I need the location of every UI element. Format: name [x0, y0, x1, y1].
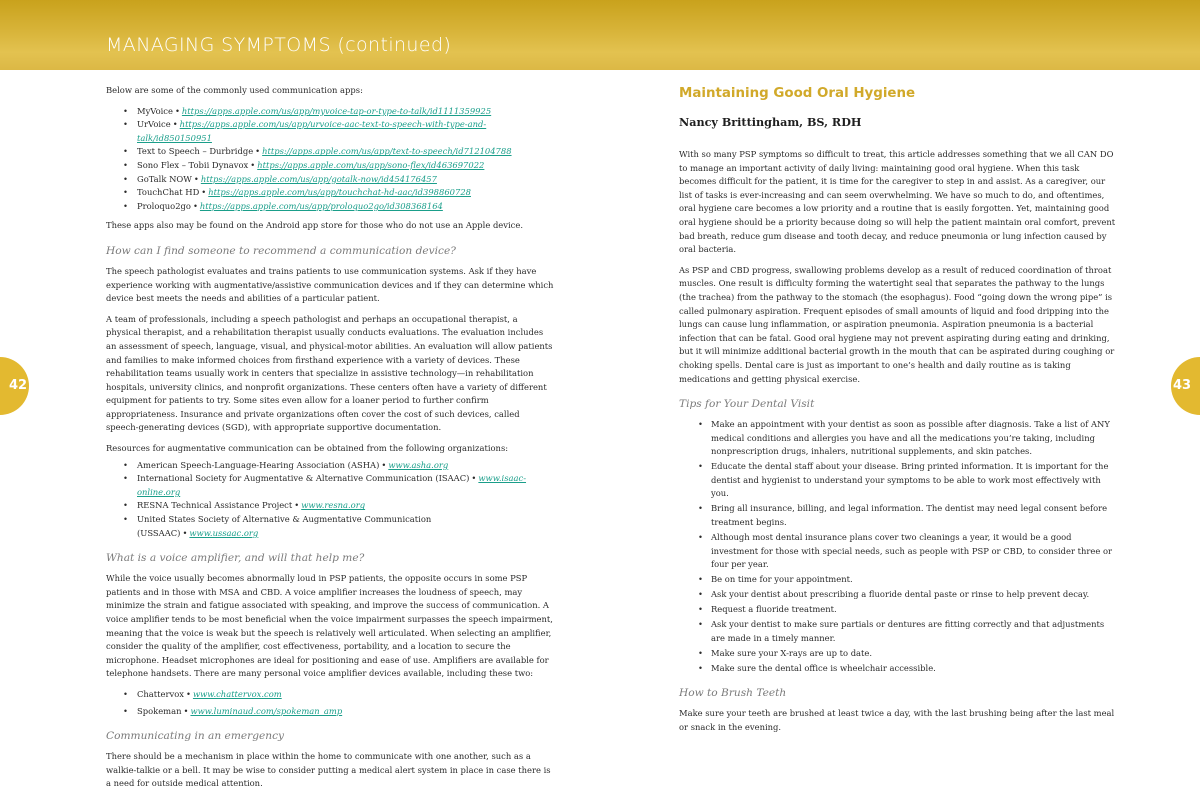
org-link[interactable]: www.isaac-online.org — [137, 473, 527, 497]
list-item: • American Speech-Language-Hearing Association (ASHA) • www.asha.org — [106, 459, 554, 473]
article-author: Nancy Brittingham, BS, RDH — [679, 115, 862, 129]
list-item: • Ask your dentist about prescribing a fluoride dental paste or rinse to help prevent decay. — [679, 588, 1119, 602]
list-item: • Educate the dental staff about your disease. Bring printed information. It is important for the dentist and hygienist to understand your symptoms to be able to work most effectively with you. — [679, 460, 1119, 501]
app-link[interactable]: https://apps.apple.com/us/app/urvoice-aac-text-to-speech-with-type-and-talk/id850150951 — [137, 119, 487, 143]
list-item: • United States Society of Alternative & Augmentative Communication (USSAAC) • www.ussaac.org — [106, 513, 554, 540]
subheading-emergency: Communicating in an emergency — [106, 730, 284, 743]
list-item: • Spokeman • www.luminaud.com/spokeman_amp — [106, 705, 554, 719]
list-item: • Make sure the dental office is wheelchair accessible. — [679, 662, 1119, 676]
page-header — [0, 0, 1200, 70]
list-item: • Text to Speech – Durbridge • https://apps.apple.com/us/app/text-to-speech/id712104788 — [106, 145, 554, 159]
paragraph: As PSP and CBD progress, swallowing problems develop as a result of reduced coordination of throat muscles. One result is difficulty forming the watertight seal that separates the pathway to the lungs (the trachea) from the pathway to the stomach (the esophagus). Food “going down the wrong pipe” is called pulmonary aspiration. Frequent episodes of small amounts of liquid and food dripping into the lungs can cause lung inflammation, or aspiration pneumonia. Aspiration pneumonia is a bacterial infection that can be fatal. Good oral hygiene may not prevent aspirating during eating and drinking, but it will minimize additional bacterial growth in the mouth that can be aspirated during coughing or choking spells. Dental care is just as important to one’s health and daily routine as is taking medications and getting physical exercise. — [679, 264, 1115, 384]
app-link[interactable]: https://apps.apple.com/us/app/proloquo2go/id308368164 — [199, 200, 443, 211]
subheading-brush: How to Brush Teeth — [679, 687, 787, 700]
list-item: • Proloquo2go • https://apps.apple.com/us/app/proloquo2go/id308368164 — [106, 200, 554, 214]
orgs-list — [106, 459, 554, 541]
list-item: • Request a fluoride treatment. — [679, 603, 1119, 617]
resources-intro: Resources for augmentative communication can be obtained from the following organizations: — [106, 443, 509, 454]
page-number-left: 42 — [0, 357, 29, 415]
paragraph: While the voice usually becomes abnormally loud in PSP patients, the opposite occurs in some PSP patients and in those with MSA and CBD. A voice amplifier increases the loudness of speech, may minimize the strain and fatigue associated with speaking, and improve the success of communication. A voice amplifier tends to be most beneficial when the voice impairment surpasses the speech impairment, meaning that the voice is weak but the speech is relatively well articulated. When selecting an amplifier, consider the quality of the amplifier, cost effectiveness, portability, and a location to secure the microphone. Headset microphones are ideal for positioning and ease of use. Amplifiers are available for telephone handsets. There are many personal voice amplifier devices available, including these two: — [106, 573, 553, 679]
tips-list — [679, 418, 1119, 675]
amplifier-link[interactable]: www.chattervox.com — [192, 688, 282, 699]
org-link[interactable]: www.resna.org — [301, 500, 366, 511]
app-link[interactable]: https://apps.apple.com/us/app/gotalk-now/id454176457 — [200, 173, 437, 184]
paragraph: Make sure your teeth are brushed at least twice a day, with the last brushing being after the last meal or snack in the evening. — [679, 708, 1115, 732]
apps-list — [106, 105, 554, 214]
subheading-recommend: How can I find someone to recommend a communication device? — [106, 244, 456, 257]
list-item: • RESNA Technical Assistance Project • www.resna.org — [106, 499, 554, 513]
paragraph: There should be a mechanism in place within the home to communicate with one another, such as a walkie-talkie or a bell. It may be wise to consider putting a medical alert system in place in case there is a need for outside medical attention. — [106, 751, 551, 789]
paragraph: The speech pathologist evaluates and trains patients to use communication systems. Ask if they have experience working with augmentative/assistive communication devices and if they can determine which device best meets the needs and abilities of a particular patient. — [106, 265, 554, 304]
subheading-amplifier: What is a voice amplifier, and will that help me? — [106, 552, 365, 565]
list-item: • Ask your dentist to make sure partials or dentures are fitting correctly and that adjustments are made in a timely manner. — [679, 618, 1119, 645]
list-item: • Chattervox • www.chattervox.com — [106, 688, 554, 702]
list-item: • Although most dental insurance plans cover two cleanings a year, it would be a good investment for those with special needs, such as people with PSP or CBD, to consider three or four per year. — [679, 531, 1119, 572]
amplifiers-list — [106, 688, 554, 718]
app-link[interactable]: https://apps.apple.com/us/app/sono-flex/id463697022 — [257, 159, 485, 170]
list-item: • TouchChat HD • https://apps.apple.com/us/app/touchchat-hd-aac/id398860728 — [106, 186, 554, 200]
section-title: MANAGING SYMPTOMS (continued) — [106, 34, 452, 56]
list-item: • Make an appointment with your dentist as soon as possible after diagnosis. Take a list of ANY medical conditions and allergies you have and all the medications you’re taking, including nonprescription drugs, inhalers, nutritional supplements, and skin patches. — [679, 418, 1119, 459]
apps-intro: Below are some of the commonly used communication apps: — [106, 85, 363, 95]
list-item: • MyVoice • https://apps.apple.com/us/app/myvoice-tap-or-type-to-talk/id1111359925 — [106, 105, 554, 119]
list-item: • Be on time for your appointment. — [679, 573, 1119, 587]
list-item: • Make sure your X-rays are up to date. — [679, 647, 1119, 661]
app-link[interactable]: https://apps.apple.com/us/app/text-to-speech/id712104788 — [262, 146, 512, 157]
list-item: • International Society for Augmentative & Alternative Communication (ISAAC) • www.isaac-online.org — [106, 472, 554, 499]
article-title: Maintaining Good Oral Hygiene — [679, 86, 916, 101]
left-column — [106, 84, 554, 798]
android-note: These apps also may be found on the Android app store for those who do not use an Apple device. — [106, 220, 523, 231]
page-number-right: 43 — [1171, 357, 1200, 415]
list-item: • Sono Flex – Tobii Dynavox • https://apps.apple.com/us/app/sono-flex/id463697022 — [106, 159, 554, 173]
paragraph: With so many PSP symptoms so difficult to treat, this article addresses something that we all CAN DO to manage an important activity of daily living: maintaining good oral hygiene. When this task becomes difficult for the patient, it is time for the caregiver to step in and assist. As a caregiver, our list of tasks is ever-increasing and can seem overwhelming. We have so much to do, and oftentimes, oral hygiene care becomes a low priority and a routine that is easily forgotten. Yet, maintaining good oral hygiene should be a priority because doing so will help the patient maintain oral comfort, prevent bad breath, reduce gum disease and tooth decay, and reduce pneumonia or lung infection caused by oral bacteria. — [679, 149, 1116, 255]
list-item: • UrVoice • https://apps.apple.com/us/app/urvoice-aac-text-to-speech-with-type-and-talk/id850150951 — [106, 118, 554, 145]
subheading-tips: Tips for Your Dental Visit — [679, 398, 815, 411]
paragraph: A team of professionals, including a speech pathologist and perhaps an occupational therapist, a physical therapist, and a rehabilitation therapist usually conducts evaluations. The evaluation includes an assessment of speech, language, visual, and physical-motor abilities. An evaluation will allow patients and families to make informed choices from firsthand experience with a variety of devices. These rehabilitation teams usually work in centers that specialize in assistive technology—in rehabilitation hospitals, university clinics, and nonprofit organizations. These centers often have a variety of different equipment for patients to try. Some sites even allow for a loaner period to further confirm appropriateness. Insurance and private organizations often cover the cost of such devices, called speech-generating devices (SGD), with appropriate supportive documentation. — [106, 313, 553, 433]
org-link[interactable]: www.ussaac.org — [189, 527, 259, 538]
org-link[interactable]: www.asha.org — [388, 459, 449, 470]
list-item: • GoTalk NOW • https://apps.apple.com/us/app/gotalk-now/id454176457 — [106, 173, 554, 187]
right-column — [679, 84, 1119, 741]
amplifier-link[interactable]: www.luminaud.com/spokeman_amp — [190, 705, 343, 716]
app-link[interactable]: https://apps.apple.com/us/app/myvoice-tap-or-type-to-talk/id1111359925 — [181, 105, 492, 116]
list-item: • Bring all insurance, billing, and legal information. The dentist may need legal consent before treatment begins. — [679, 502, 1119, 529]
app-link[interactable]: https://apps.apple.com/us/app/touchchat-hd-aac/id398860728 — [208, 187, 471, 198]
